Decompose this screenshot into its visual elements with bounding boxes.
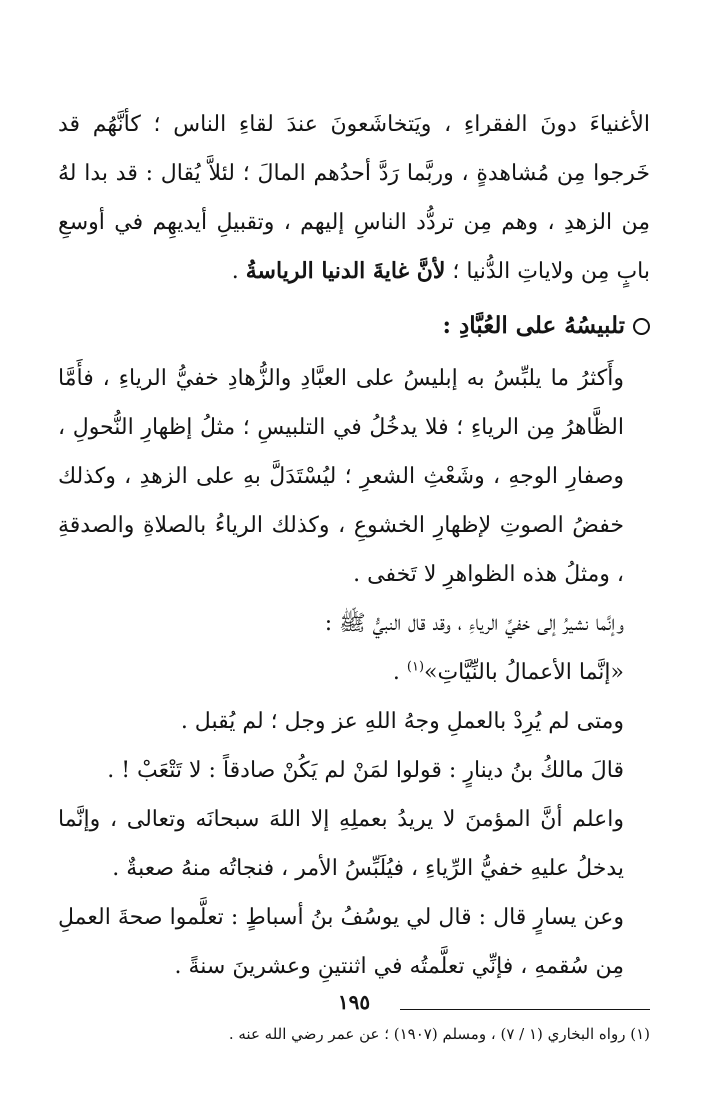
paragraph-malik-quote: قالَ مالكُ بنُ دينارٍ : قولوا لمَنْ لم يَكُنْ صادقاً : لا تَتْعَبْ ! . [107,758,624,783]
paragraph-yusuf-quote: وعن يسارٍ قال : قال لي يوسُفُ بنُ أسباطٍ : تعلَّموا صحةَ العملِ مِن سُقمهِ ، فإنِّي تعلَّمتُه في اثنتينِ وعشرينَ سنةً . [58,905,624,979]
hadith-text: «إنَّما الأعمالُ بالنِّيَّاتِ» [424,660,624,685]
footnote-reference: (١) [406,659,425,675]
hadith-end: . [392,660,407,685]
section-heading [58,302,650,350]
page-number: ١٩٥ [337,990,371,1014]
paragraph-text: الأغنياءَ دونَ الفقراءِ ، ويَتخاشَعونَ عندَ لقاءِ الناس ؛ كأنَّهُم قد خَرجوا مِن مُشاهدةٍ ، وربَّما رَدَّ أحدُهم المالَ ؛ لئلاَّ يُقال : قد بدا لهُ مِن الزهدِ ، وهم مِن تردُّد الناسِ إليهم ، وتقبيلِ أيديهِم في أوسعِ بابٍ مِن ولاياتِ الدُّنيا ؛ [58,112,650,284]
section-heading-text: تلبيسُهُ على العُبَّادِ : [442,312,625,339]
bold-phrase: لأنَّ غايةَ الدنيا الرياسةُ [245,258,446,284]
book-page [58,100,650,1093]
paragraph-continuation [58,100,650,296]
circle-bullet-icon [633,318,650,335]
paragraph-hidden-riya: وأَكثرُ ما يلبِّسُ به إبليسُ على العبَّادِ والزُّهادِ خفيُّ الرياءِ ، فأَمَّا الظَّاهرُ مِن الرياءِ ؛ فلا يدخُلُ في التلبيسِ ؛ مثلُ إظهارِ النُّحولِ ، وصفارِ الوجهِ ، وشَعْثِ الشعرِ ؛ ليُسْتَدَلَّ بهِ على الزهدِ ، وكذلك خفضُ الصوتِ لإظهارِ الخشوعِ ، وكذلك الرياءُ بالصلاةِ والصدقةِ ، ومثلُ هذه الظواهرِ لا تَخفى . [58,366,624,587]
paragraph-intention: ومتى لم يُرِدْ بالعملِ وجهُ اللهِ عز وجل ؛ لم يُقبل . [180,709,624,734]
footnote: (١) رواه البخاري (١ / ٧) ، ومسلم (١٩٠٧) ؛ عن عمر رضي الله عنه . [228,1025,650,1043]
paragraph-believer: واعلم أنَّ المؤمنَ لا يريدُ بعملِهِ إلا اللهَ سبحانَه وتعالى ، وإنَّما يدخلُ عليهِ خفيُّ الرِّياءِ ، فيُلَبِّسُ الأمر ، فنجاتُه منهُ صعبةٌ . [58,807,624,881]
paragraph-hadith-intro: وإنَّما نشيرُ إلى خفيِّ الرياءِ ، وقد قال النبيُّ ﷺ : [324,611,624,636]
paragraph-end: . [231,259,246,284]
paragraph-hadith [58,648,650,697]
